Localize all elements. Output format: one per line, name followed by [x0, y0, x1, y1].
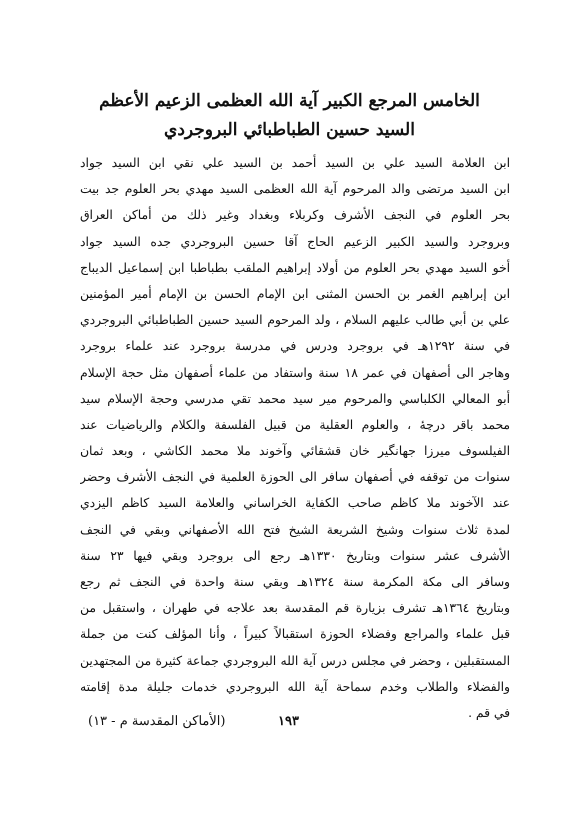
text-line: وبتاريخ ١٣٦٤هـ تشرف بزيارة قم المقدسة بعد علاجه في طهران ، واستقبل من	[80, 601, 510, 616]
text-line: أبو المعالي الكلباسي والمرحوم مير سيد محمد تقي مدرسي وحجة الإسلام سيد	[80, 391, 510, 406]
page-subtitle: السيد حسين الطباطبائي البروجردي	[164, 120, 415, 140]
text-line: سنوات من توقفه في أصفهان سافر الى الحوزة العلمية في النجف الأشرف وحضر	[80, 470, 510, 485]
text-line: ابن السيد مرتضى والد المرحوم آية الله العظمى السيد مهدي بحر العلوم جد بيت	[80, 182, 510, 197]
text-line: وهاجر الى أصفهان في عمر ١٨ سنة واستفاد من علماء أصفهان مثل حجة الإسلام	[80, 365, 510, 380]
footer-reference: (الأماكن المقدسة م - ١٣)	[88, 714, 226, 729]
text-line: وسافر الى مكة المكرمة سنة ١٣٢٤هـ وبقي سنة واحدة في النجف ثم رجع	[80, 575, 510, 589]
text-line: ابن إبراهيم الغمر بن الحسن المثنى ابن الإمام الحسن بن الإمام أمير المؤمنين	[80, 286, 510, 301]
text-line: عند الآخوند ملا كاظم صاحب الكفاية الخراساني والعلامة السيد كاظم اليزدي	[80, 496, 510, 511]
text-line: أخو السيد مهدي بحر العلوم من أولاد إبراهيم الملقب بطباطبا ابن إسماعيل الديباج	[80, 260, 510, 275]
text-line: ابن العلامة السيد علي بن السيد أحمد بن السيد علي نقي ابن السيد جواد	[80, 156, 510, 170]
text-line: علي بن أبي طالب عليهم السلام ، ولد المرحوم السيد حسين الطباطبائي البروجردي	[80, 313, 510, 328]
text-line: محمد باقر درچهٔ ، والعلوم العقلية من قبيل الفلسفة والكلام والرياضيات عند	[80, 417, 510, 432]
text-line: وبروجرد والسيد الكبير الزعيم الحاج آقا حسين البروجردي جده السيد جواد	[80, 234, 510, 249]
biography-paragraph	[80, 150, 510, 726]
text-line: المستقبلين ، وحضر في مجلس درس آية الله البروجردي جماعة كثيرة من المجتهدين	[80, 653, 510, 668]
page-title: الخامس المرجع الكبير آية الله العظمى الزعيم الأعظم	[99, 91, 480, 111]
text-line: والفضلاء والطلاب وخدم سماحة آية الله البروجردي خدمات جليلة مدة إقامته	[80, 679, 510, 694]
page-number: ١٩٣	[278, 714, 299, 729]
text-line: بحر العلوم في النجف الأشرف وكربلاء وبغداد وغير ذلك من أماكن العراق	[80, 208, 510, 223]
text-line: في سنة ١٢٩٢هـ في بروجرد ودرس في مدرسة بروجرد عند علماء بروجرد	[80, 339, 510, 354]
text-line: الأشرف عشر سنوات وبتاريخ ١٣٣٠هـ رجع الى بروجرد وبقي فيها ٢٣ سنة	[80, 548, 510, 563]
text-line: في قم .	[468, 705, 510, 720]
text-line: قبل علماء والمراجع وفضلاء الحوزة استقبالاً كبيراً ، وأنا المؤلف كنت من جملة	[80, 627, 510, 642]
page-footer	[80, 712, 510, 732]
text-line: الفيلسوف ميرزا جهانگير خان قشقائي وآخوند ملا محمد الكاشي ، وبعد ثمان	[80, 444, 510, 459]
text-line: لمدة ثلاث سنوات وشيخ الشريعة الشيخ فتح الله الأصفهاني وبقي في النجف	[80, 522, 510, 537]
